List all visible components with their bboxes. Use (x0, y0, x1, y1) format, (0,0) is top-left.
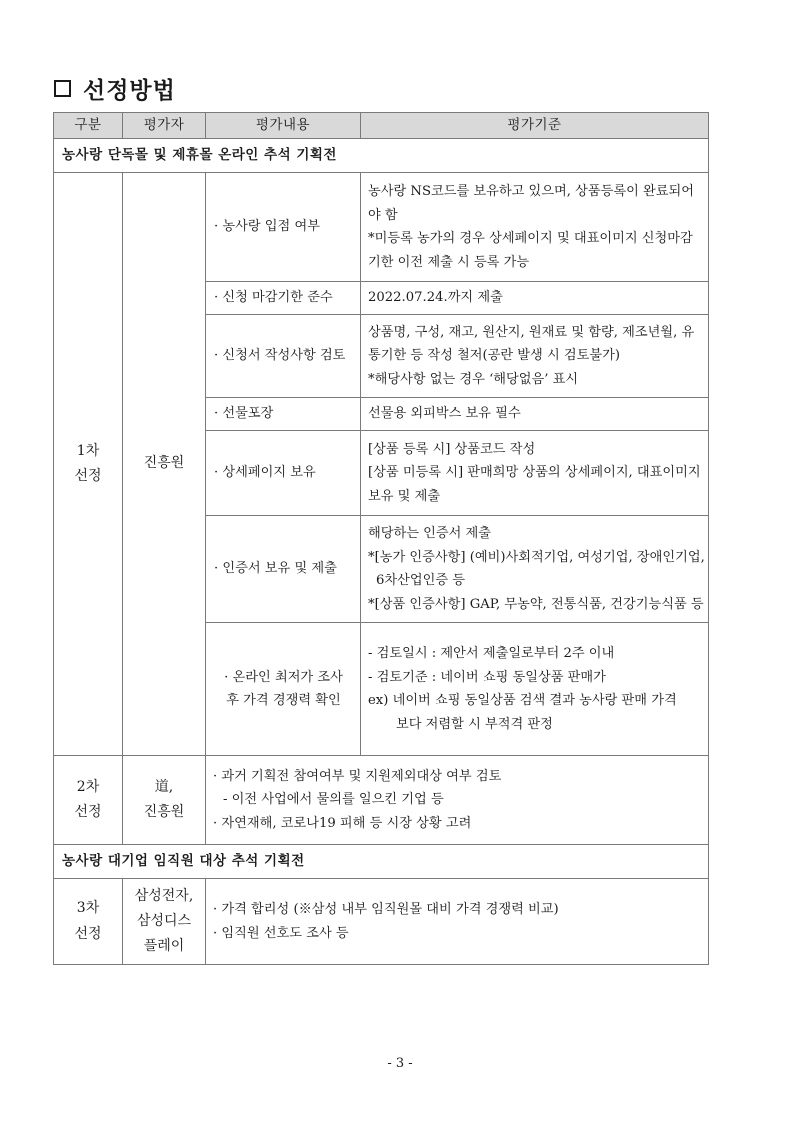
selection-method-table (53, 112, 709, 965)
criteria-stage-2: · 과거 기획전 참여여부 및 지원제외대상 여부 검토 - 이전 사업에서 물의를 일으킨 기업 등 · 자연재해, 코로나19 피해 등 시장 상황 고려 (206, 756, 709, 845)
header-criteria: 평가기준 (361, 113, 709, 139)
table-row (54, 756, 709, 845)
criteria-detail-page: [상품 등록 시] 상품코드 작성 [상품 미등록 시] 판매희망 상품의 상세페이지, 대표이미지 보유 및 제출 (361, 431, 709, 516)
stage-1-evaluator: 진흥원 (123, 173, 206, 756)
header-evaluator: 평가자 (123, 113, 206, 139)
section-title-1: 농사랑 단독몰 및 제휴몰 온라인 추석 기획전 (54, 139, 709, 173)
stage-2-evaluator: 道, 진흥원 (123, 756, 206, 845)
item-store-listing: · 농사랑 입점 여부 (206, 173, 361, 282)
stage-2-label: 2차 선정 (54, 756, 123, 845)
item-price-check: · 온라인 최저가 조사 후 가격 경쟁력 확인 (206, 623, 361, 756)
checkbox-square-icon (54, 80, 71, 97)
table-row (54, 173, 709, 282)
page-number: - 3 - (387, 1056, 413, 1071)
table-header-row (54, 113, 709, 139)
stage-1-label: 1차 선정 (54, 173, 123, 756)
header-content: 평가내용 (206, 113, 361, 139)
section-heading-title: 선정방법 (83, 78, 176, 104)
table-row (54, 879, 709, 965)
criteria-gift-packaging: 선물용 외피박스 보유 필수 (361, 398, 709, 431)
criteria-application-review: 상품명, 구성, 재고, 원산지, 원재료 및 함량, 제조년월, 유통기한 등 작성 철저(공란 발생 시 검토불가) *해당사항 없는 경우 ‘해당없음’ 표시 (361, 315, 709, 398)
item-detail-page: · 상세페이지 보유 (206, 431, 361, 516)
item-certificate: · 인증서 보유 및 제출 (206, 516, 361, 623)
section-title-2: 농사랑 대기업 임직원 대상 추석 기획전 (54, 845, 709, 879)
criteria-store-listing: 농사랑 NS코드를 보유하고 있으며, 상품등록이 완료되어야 함 *미등록 농가의 경우 상세페이지 및 대표이미지 신청마감기한 이전 제출 시 등록 가능 (361, 173, 709, 282)
stage-3-evaluator: 삼성전자, 삼성디스 플레이 (123, 879, 206, 965)
criteria-price-check: - 검토일시 : 제안서 제출일로부터 2주 이내 - 검토기준 : 네이버 쇼핑 동일상품 판매가 ex) 네이버 쇼핑 동일상품 검색 결과 농사랑 판매 가격 보다 저렴할 시 부적격 판정 (361, 623, 709, 756)
item-deadline: · 신청 마감기한 준수 (206, 282, 361, 315)
criteria-stage-3: · 가격 합리성 (※삼성 내부 임직원몰 대비 가격 경쟁력 비교) · 임직원 선호도 조사 등 (206, 879, 709, 965)
criteria-deadline: 2022.07.24.까지 제출 (361, 282, 709, 315)
item-application-review: · 신청서 작성사항 검토 (206, 315, 361, 398)
criteria-certificate: 해당하는 인증서 제출 *[농가 인증사항] (예비)사회적기업, 여성기업, 장애인기업, 6차산업인증 등 *[상품 인증사항] GAP, 무농약, 전통식품, 건강기능식품 등 (361, 516, 709, 623)
stage-3-label: 3차 선정 (54, 879, 123, 965)
section-row-2 (54, 845, 709, 879)
section-heading (54, 72, 176, 105)
item-gift-packaging: · 선물포장 (206, 398, 361, 431)
section-row-1 (54, 139, 709, 173)
header-category: 구분 (54, 113, 123, 139)
